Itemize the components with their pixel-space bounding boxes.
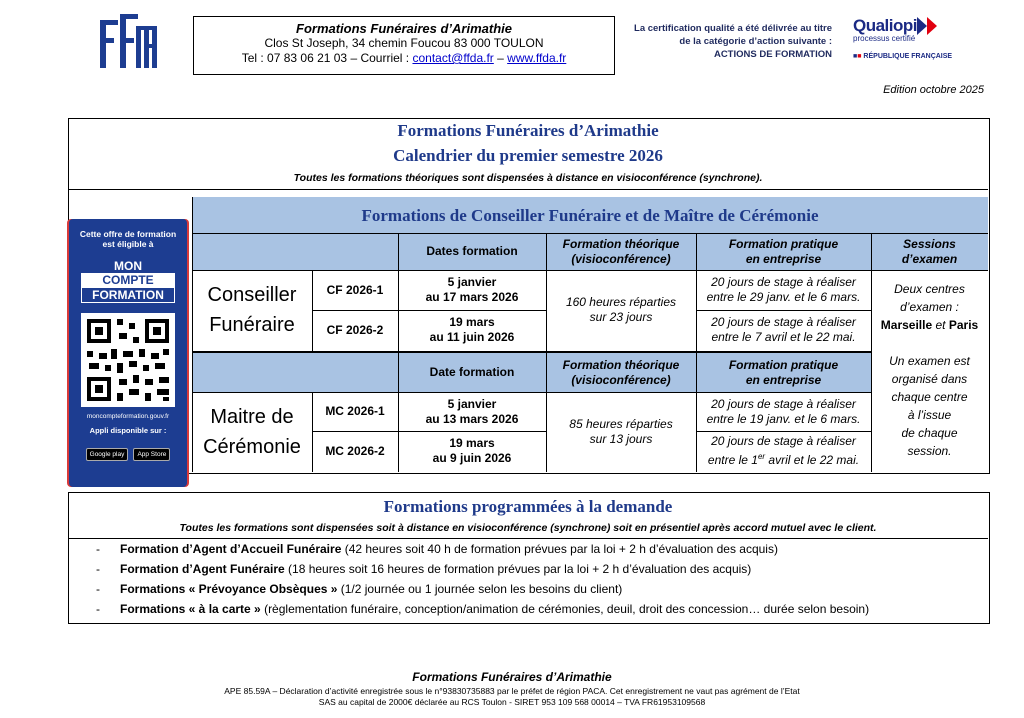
google-play-badge[interactable]: Google play: [86, 448, 129, 461]
qualiopi-subtitle: processus certifié: [853, 34, 916, 43]
app-store-badge[interactable]: App Store: [133, 448, 170, 461]
grid-line: [871, 233, 872, 472]
footer-legal: APE 85.59A – Déclaration d’activité enregistrée sous le n°93830735883 par le préfet de région PACA. Cet enregistrement ne vaut pas agrément de l’Etat SAS au capital de 2000€ déclarée au RCS Toulon - SIRET 953 109 568 00014 – TVA FR61953109568: [224, 686, 800, 707]
divider: [68, 189, 988, 190]
calendar-note: Toutes les formations théoriques sont dispensées à distance en visioconférence (synchrone).: [293, 172, 763, 184]
exam-sessions: Deux centres d’examen : Marseille et Paris Un examen est organisé dans chaque centre à l’issue de chaque session.: [880, 282, 979, 458]
col-sessions: Sessions d’examen: [901, 236, 958, 266]
list-item: - Formations « Prévoyance Obsèques » (1/2 journée ou 1 journée selon les besoins du client): [96, 582, 623, 596]
divider: [68, 538, 988, 539]
grid-line: [192, 351, 871, 353]
header-address: Clos St Joseph, 34 chemin Foucou 83 000 TOULON: [264, 36, 544, 50]
grid-line: [312, 310, 546, 311]
col-dates: Dates formation: [426, 244, 518, 258]
website-link[interactable]: www.ffda.fr: [507, 51, 567, 65]
grid-line: [192, 392, 871, 393]
contact-sep: –: [493, 51, 508, 65]
conseiller-label: Conseiller Funéraire: [207, 284, 297, 336]
section-title: Formations de Conseiller Funéraire et de Maître de Cérémonie: [361, 206, 819, 225]
cert-line: de la catégorie d’action suivante :: [679, 36, 832, 47]
practice-mc-2: 20 jours de stage à réaliser entre le 1er avril et le 22 mai.: [707, 434, 860, 467]
qualiopi-logo: [853, 16, 963, 68]
col-practice: Formation pratique en entreprise: [728, 236, 839, 266]
code-cf-2: CF 2026-2: [326, 322, 384, 337]
code-cf-1: CF 2026-1: [326, 282, 384, 297]
grid-line: [696, 310, 871, 311]
grid-line: [192, 233, 988, 234]
dates-mc-2: 19 mars au 9 juin 2026: [432, 436, 512, 465]
republique-francaise: ■■ RÉPUBLIQUE FRANÇAISE: [853, 53, 953, 60]
grid-line: [696, 431, 871, 432]
dates-mc-1: 5 janvier au 13 mars 2026: [425, 396, 519, 426]
practice-cf-2: 20 jours de stage à réaliser entre le 7 avril et le 22 mai.: [711, 315, 856, 344]
grid-line: [398, 233, 399, 472]
grid-line: [312, 431, 546, 432]
contact-prefix: Tel : 07 83 06 21 03 – Courriel :: [241, 51, 413, 65]
calendar-subtitle: Calendrier du premier semestre 2026: [393, 146, 663, 165]
code-mc-2: MC 2026-2: [325, 443, 385, 458]
email-link[interactable]: contact@ffda.fr: [412, 51, 494, 65]
on-demand-title: Formations programmées à la demande: [383, 497, 673, 516]
dates-cf-1: 5 janvier au 17 mars 2026: [425, 275, 519, 304]
list-item: - Formation d’Agent Funéraire (18 heures soit 16 heures de formation prévues par la loi + 2 h d’évaluation des acquis): [96, 562, 752, 576]
cpf-eligible-text: Cette offre de formation est éligible à: [79, 229, 177, 249]
footer-title: Formations Funéraires d’Arimathie: [412, 670, 612, 684]
practice-mc-1: 20 jours de stage à réaliser entre le 19 janv. et le 6 mars.: [706, 396, 861, 426]
cert-line: La certification qualité a été délivrée au titre: [634, 23, 832, 34]
qualiopi-arrows-icon: [917, 17, 939, 35]
qualiopi-text: Qualiopi: [853, 16, 917, 35]
certification-note: [612, 22, 832, 61]
maitre-label: Maitre de Cérémonie: [203, 406, 301, 458]
on-demand-note: Toutes les formations sont dispensées soit à distance en visioconférence (synchrone) soit en présentiel après accord mutuel avec le client.: [179, 522, 877, 534]
list-item: - Formation d’Agent d’Accueil Funéraire (42 heures soit 40 h de formation prévues par la loi + 2 h d’évaluation des acquis): [96, 542, 778, 556]
dates-cf-2: 19 mars au 11 juin 2026: [429, 315, 515, 344]
grid-line: [696, 233, 697, 472]
cpf-card[interactable]: [69, 219, 187, 487]
qr-code-icon[interactable]: [81, 313, 175, 407]
col-theory: Formation théorique (visioconférence): [562, 236, 680, 266]
practice-cf-1: 20 jours de stage à réaliser entre le 29 janv. et le 6 mars.: [706, 275, 861, 304]
theory-mc: 85 heures réparties sur 13 jours: [569, 416, 673, 446]
theory-cf: 160 heures réparties sur 23 jours: [565, 295, 677, 324]
col-theory-2: Formation théorique (visioconférence): [562, 357, 680, 387]
grid-line: [192, 197, 193, 472]
grid-line: [312, 270, 313, 351]
calendar-title: Formations Funéraires d’Arimathie: [397, 121, 659, 140]
mon-compte-formation-logo: MON COMPTE FORMATION: [81, 259, 175, 303]
edition-date: Edition octobre 2025: [883, 84, 984, 96]
ffda-logo: [96, 12, 168, 70]
header-box: [193, 16, 615, 75]
grid-line: [312, 392, 313, 472]
cert-line: ACTIONS DE FORMATION: [713, 49, 832, 60]
header-contact: [194, 51, 614, 66]
cpf-available-text: Appli disponible sur :: [89, 426, 167, 435]
col-date: Date formation: [429, 365, 515, 379]
grid-line: [546, 233, 547, 472]
cpf-url[interactable]: moncompteformation.gouv.fr: [86, 413, 170, 420]
code-mc-1: MC 2026-1: [325, 404, 385, 418]
header-org-name: Formations Funéraires d’Arimathie: [296, 21, 512, 36]
list-item: - Formations « à la carte » (règlementation funéraire, conception/animation de cérémonies, deuil, droit des concession… durée selon besoin): [96, 602, 870, 616]
col-practice-2: Formation pratique en entreprise: [728, 357, 839, 387]
